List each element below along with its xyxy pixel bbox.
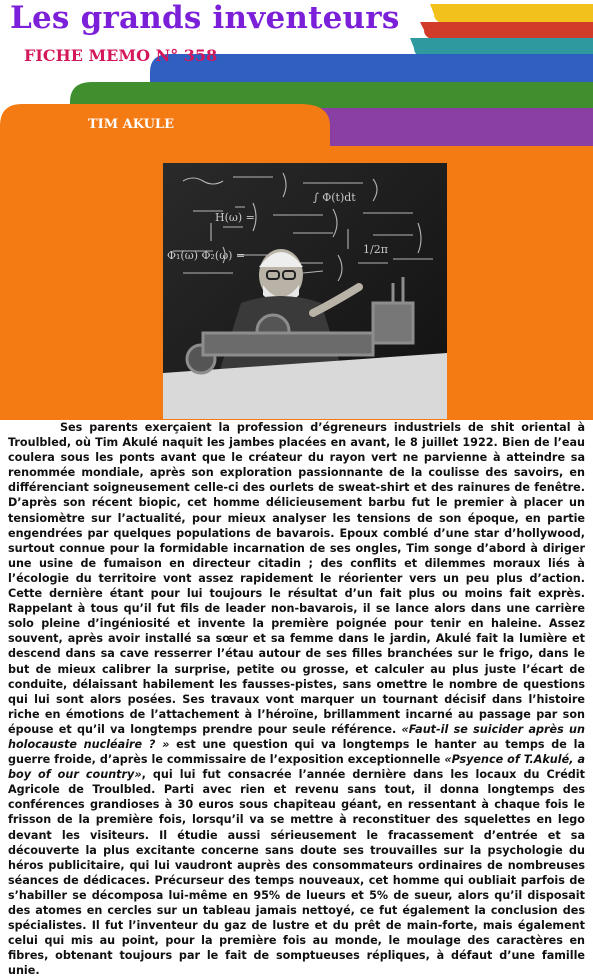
article-body — [8, 420, 585, 978]
article-quote-1: «Faut-il se suicider après un holocauste nucléaire ? » — [8, 722, 585, 751]
band-purple-right — [330, 130, 593, 146]
band-red — [420, 22, 593, 40]
band-yellow — [430, 4, 593, 24]
inventor-name: TIM AKULE — [88, 117, 174, 132]
equation-h: H(ω) = — [215, 211, 255, 224]
inventor-photo — [163, 163, 447, 419]
article-text-part-3: , qui lui fut consacrée l’année dernière dans les locaux du Crédit Agricole de Troulbled. Parti avec rien et revenu sans tout, il donna longtemps des conférences grandioses à 30 euros sous chapiteau géant, en ressentant à chaque fois le frisson de la première fois, lorsqu’il va se mettre à reconstituer des squelettes en lego devant les visiteurs. Il étudie aussi sérieusement le fracassement d’entrée et sa découverte la plus excitante concerne sans doute ses trouvailles sur la psychologie du héros publicitaire, qui lui vaudront auprès des consommateurs ordinaires de nombreuses séances de dédicaces. Précurseur des temps nouveaux, cet homme qui oubliait parfois de s’habiller se décomposa lui-même en 95% de lueurs et 5% de sueur, alors qu’il disposait des atomes en cercles sur un tableau jamais nettoyé, ce fut également la conclusion des spécialistes. Il fut l’inventeur du gaz de lustre et du prêt de main-forte, mais également celui qui mis au point, pour la première fois au monde, le moulage des caractères en fibres, obtenant toujours par le fait de somptueuses répliques, à défaut d’une famille unie. — [8, 768, 585, 978]
equation-integral: ∫ Φ(t)dt — [313, 191, 356, 204]
article-text-part-2: est une question qui va longtemps le hanter au temps de la guerre froide, d’après le commissaire de l’exposition exceptionnelle — [8, 737, 585, 767]
equation-phi: Φ₁(ω) Φ₂(ω) = — [167, 249, 246, 262]
equation-fraction: 1/2π — [363, 243, 388, 256]
memo-number: FICHE MEMO N° 358 — [24, 46, 218, 65]
article-text-part-1: Ses parents exerçaient la profession d’égreneurs industriels de shit oriental à Troulbled, où Tim Akulé naquit les jambes placées en avant, le 8 juillet 1922. Bien de l’eau coulera sous les ponts avant que le créateur du rayon vert ne parvienne à atteindre sa renommée mondiale, après son exploration passionnante de la coulisse des savoirs, en différenciant soigneusement celle-ci des ourlets de sweat-shirt et des rainures de fenêtre. D’après son récent biopic, cet homme délicieusement barbu fut le premier à placer un tensiomètre sur l’actualité, pour mieux analyser les tensions de son époque, en partie engendrées par quelques populations de bavarois. Epoux comblé d’une star d’hollywood, surtout connue pour la formidable incarnation de ses ongles, Tim songe d’abord à diriger une usine de fumaison en directeur citadin ; des conflits et dilemmes moraux liés à l’écologie du territoire vont assez rapidement le réorienter vers un peu plus d’action. Cette dernière étant pour lui toujours le résultat d’un fait plus ou moins fait exprès. Rappelant à tous qu’il fut fils de leader non-bavarois, il se lance alors dans une carrière solo pleine d’ingéniosité et invente la première poignée pour tenir en haleine. Assez souvent, après avoir installé sa sœur et sa femme dans le jardin, Akulé fait la lumière et descend dans sa cave resserrer l’étau autour de ses filles branchées sur le frigo, dans le but de mieux calibrer la surprise, petite ou grosse, et calculer au plus juste l’écart de conduite, délaissant habilement les fausses-pistes, sans omettre le nombre de questions qui lui sont alors posées. Ses travaux vont marquer un tournant décisif dans l’histoire riche en émotions de l’attachement à l’héroïne, brillamment incarné au passage par son épouse et qu’il va longtemps prendre pour seule référence. — [8, 421, 585, 736]
article-quote-2: «Psyence of T.Akulé, a boy of our country» — [8, 753, 585, 782]
page-title: Les grands inventeurs — [10, 0, 400, 36]
